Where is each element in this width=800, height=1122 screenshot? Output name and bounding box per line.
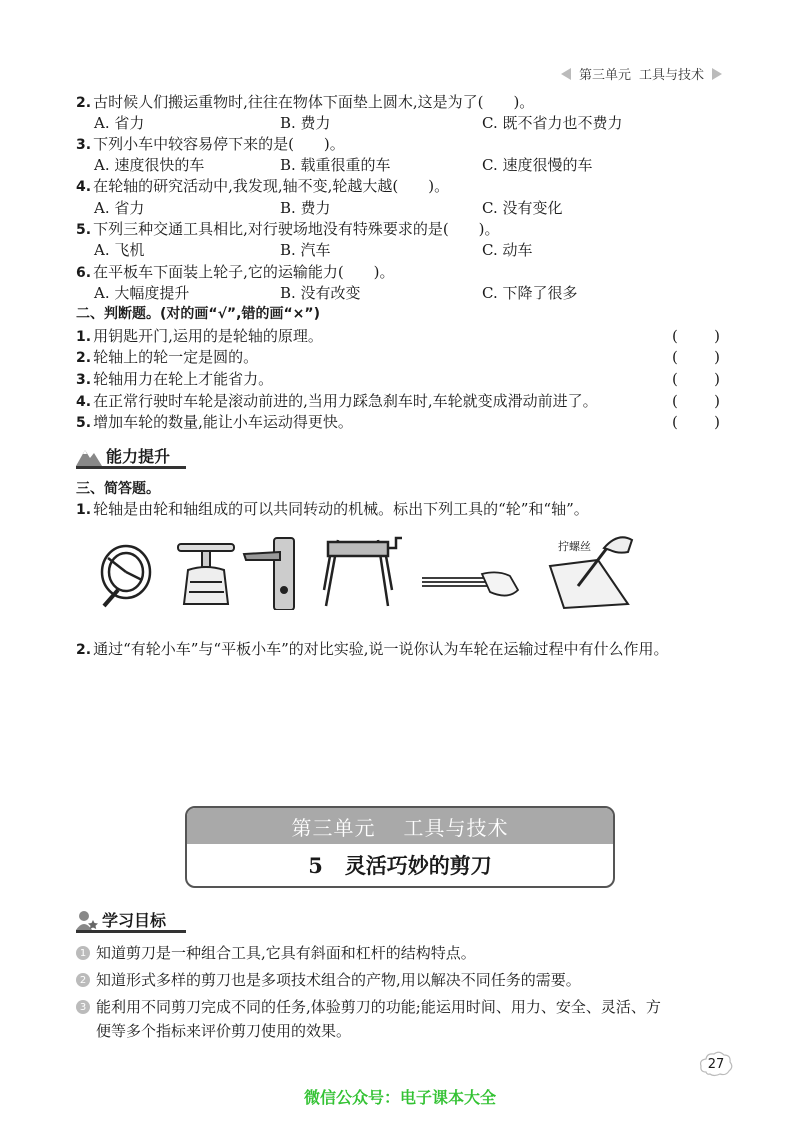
brush-in-hand-icon <box>422 572 518 595</box>
unit-title-bar: 第三单元 工具与技术 <box>187 808 613 844</box>
ability-banner: 能力提升 <box>76 444 170 467</box>
windlass-icon <box>324 538 402 606</box>
option: A. 速度很快的车 <box>94 156 205 174</box>
question-4: 4. 在轮轴的研究活动中,我发现,轴不变,轮越大越( )。 <box>76 177 450 195</box>
judge-section-title: 二、判断题。(对的画“√”,错的画“×”) <box>76 306 320 322</box>
steering-wheel-icon <box>102 546 150 606</box>
judge-item-2: 2. 轮轴上的轮一定是圆的。 <box>76 348 259 366</box>
mountain-icon <box>76 446 102 466</box>
question-3: 3. 下列小车中较容易停下来的是( )。 <box>76 135 345 153</box>
answer-blank[interactable]: ( ) <box>672 348 720 366</box>
answer-blank[interactable]: ( ) <box>672 413 720 431</box>
answer-blank[interactable]: ( ) <box>672 370 720 388</box>
lesson-title-box <box>185 806 615 888</box>
option: C. 既不省力也不费力 <box>482 114 623 132</box>
option: B. 没有改变 <box>280 284 361 302</box>
answer-blank[interactable]: ( ) <box>672 392 720 410</box>
short-answer-title: 三、简答题。 <box>76 481 160 497</box>
answer-blank[interactable]: ( ) <box>672 327 720 345</box>
lesson-title: 5 灵活巧妙的剪刀 <box>308 852 492 878</box>
option: B. 载重很重的车 <box>280 156 391 174</box>
screw-label: 拧螺丝 <box>558 540 591 553</box>
option: B. 费力 <box>280 199 331 217</box>
objective-number-badge: 2 <box>76 973 90 987</box>
option: A. 大幅度提升 <box>94 284 190 302</box>
option: A. 飞机 <box>94 241 145 259</box>
objective-3-line-1: 能利用不同剪刀完成不同的任务,体验剪刀的功能;能运用时间、用力、安全、灵活、方 <box>96 998 661 1016</box>
question-6: 6. 在平板车下面装上轮子,它的运输能力( )。 <box>76 263 395 281</box>
question-2: 2. 古时候人们搬运重物时,往往在物体下面垫上圆木,这是为了( )。 <box>76 93 535 111</box>
banner-underline <box>76 466 186 469</box>
option: C. 下降了很多 <box>482 284 578 302</box>
objectives-underline <box>76 930 186 933</box>
header-right-triangle-icon <box>712 68 722 80</box>
question-5: 5. 下列三种交通工具相比,对行驶场地没有特殊要求的是( )。 <box>76 220 500 238</box>
option: A. 省力 <box>94 114 145 132</box>
judge-item-3: 3. 轮轴用力在轮上才能省力。 <box>76 370 274 388</box>
option: B. 费力 <box>280 114 331 132</box>
footer-watermark: 微信公众号：电子课本大全 <box>303 1088 496 1107</box>
objectives-heading: 学习目标 <box>76 908 166 931</box>
option: C. 动车 <box>482 241 533 259</box>
option: B. 汽车 <box>280 241 331 259</box>
judge-item-4: 4. 在正常行驶时车轮是滚动前进的,当用力踩急刹车时,车轮就变成滑动前进了。 <box>76 392 598 410</box>
faucet-icon <box>178 544 234 604</box>
objective-2: 知道形式多样的剪刀也是多项技术组合的产物,用以解决不同任务的需要。 <box>96 971 581 989</box>
judge-item-1: 1. 用钥匙开门,运用的是轮轴的原理。 <box>76 327 323 345</box>
door-handle-icon <box>244 538 294 610</box>
judge-item-5: 5. 增加车轮的数量,能让小车运动得更快。 <box>76 413 353 431</box>
objective-number-badge: 1 <box>76 946 90 960</box>
short-answer-q2: 2. 通过“有轮小车”与“平板小车”的对比实验,说一说你认为车轮在运输过程中有什么作用。 <box>76 640 669 658</box>
short-answer-q1: 1. 轮轴是由轮和轴组成的可以共同转动的机械。标出下列工具的“轮”和“轴”。 <box>76 500 589 518</box>
header-unit: 第三单元 <box>578 68 631 83</box>
header-topic: 工具与技术 <box>638 68 704 83</box>
objective-number-badge: 3 <box>76 1000 90 1014</box>
page-number: 27 <box>698 1050 734 1078</box>
header-left-triangle-icon <box>561 68 571 80</box>
person-star-icon <box>76 910 98 930</box>
option: A. 省力 <box>94 199 145 217</box>
option: C. 没有变化 <box>482 199 563 217</box>
running-header <box>561 64 722 83</box>
objective-3-line-2: 便等多个指标来评价剪刀使用的效果。 <box>96 1022 352 1040</box>
tools-illustration <box>98 530 638 610</box>
objective-1: 知道剪刀是一种组合工具,它具有斜面和杠杆的结构特点。 <box>96 944 476 962</box>
option: C. 速度很慢的车 <box>482 156 593 174</box>
